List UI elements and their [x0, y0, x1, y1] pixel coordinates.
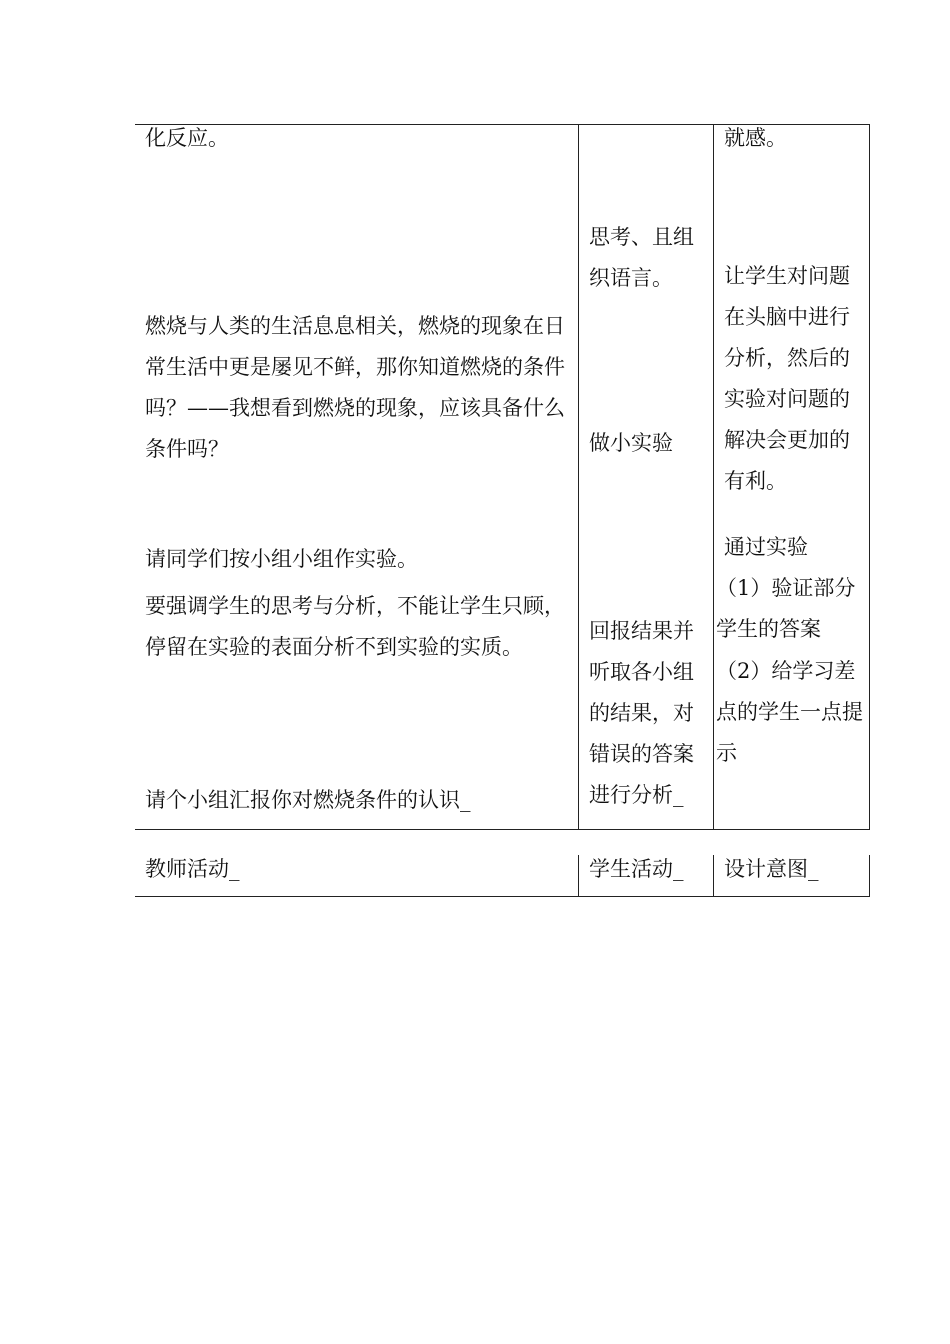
teacher-burning-question: 燃烧与人类的生活息息相关，燃烧的现象在日常生活中更是屡见不鲜，那你知道燃烧的条件吗？——我想看到燃烧的现象，应该具备什么条件吗？ [145, 314, 565, 461]
table1-right-border [869, 124, 870, 830]
teacher-text-top: 化反应。 [145, 126, 229, 150]
table1-bottom-border [135, 829, 870, 830]
table2-right-border [869, 855, 870, 897]
student-experiment: 做小实验 [589, 431, 673, 455]
teacher-emphasize-analysis: 要强调学生的思考与分析，不能让学生只顾，停留在实验的表面分析不到实验的实质。 [145, 594, 565, 659]
table1-divider-1 [578, 124, 579, 830]
table2-divider-1 [578, 855, 579, 897]
design-through-experiment: 通过实验 [724, 535, 808, 559]
student-think: 思考、且组织语言。 [589, 225, 694, 290]
design-verify: （1）验证部分学生的答案 [716, 576, 856, 641]
table2-bottom-border [135, 896, 870, 897]
teacher-group-experiment: 请同学们按小组小组作实验。 [145, 547, 418, 571]
header-teacher-activity: 教师活动_ [145, 857, 240, 881]
header-design-intent: 设计意图_ [724, 857, 819, 881]
table2-divider-2 [713, 855, 714, 897]
design-hint: （2）给学习差点的学生一点提示 [716, 659, 863, 765]
header-student-activity: 学生活动_ [589, 857, 684, 881]
design-analysis: 让学生对问题在头脑中进行分析，然后的实验对问题的解决会更加的有利。 [724, 264, 850, 493]
teacher-report-request: 请个小组汇报你对燃烧条件的认识_ [145, 788, 471, 812]
table1-divider-2 [713, 124, 714, 830]
design-text-top: 就感。 [724, 126, 787, 150]
student-report: 回报结果并听取各小组的结果，对错误的答案进行分析_ [589, 619, 694, 807]
